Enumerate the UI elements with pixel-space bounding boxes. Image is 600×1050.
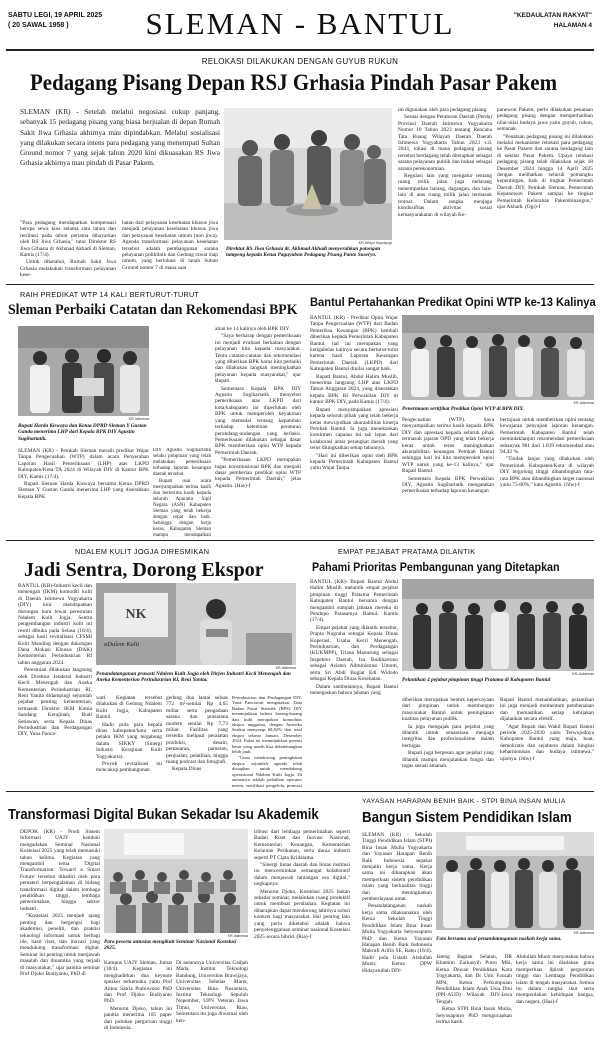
paragraph: bertujuan untuk memberikan opini tentang kewajaran penyajian laporan keuangan. Pemerintah Kabupaten Bantul telah menindaklanjuti rekomendasi pemeriksaan sebanyak 981 dari 1.039 rekomendasi atau 94,42 %.: [500, 417, 594, 456]
paragraph: Peresmian dilakukan langsung oleh Direktur Jenderal Industri Kecil Menengah dan Aneka Kementerian Perindustrian RI, Reni Yanita didampingi sejumlah pejabat penting kementerian, termasuk Direktur IKM Kimia Sandang Kerajinan, Budi Setiawan, serta Kepala Dinas Perindustrian dan Perdagangan DIY, Yuna Panca-: [18, 667, 92, 738]
article-photo: [18, 326, 149, 416]
paragraph: SLEMAN (KR) - Sekolah Tinggi Pendidikan Islam (STPI) Bina Insan Mulia Yogyakarta dan Yayasan Harapan Benih Baik Indonesia sepakat menjalin kerja sama. Kerja sama ini diharapkan akan memperkuat sistem pendidikan Islam yang berkualitas tinggi dan meningkatkan pemberdayaan umat.: [362, 832, 432, 903]
logo-monogram: NK: [125, 607, 147, 622]
paragraph: "Agar Bupati dan Wakil Bupati Bantul periode 2025-2030 yaitu Terwujudnya Kabupaten Bantul yang maju, kuat, demokratis dan sejahtera dalam bingkai keharmonisan dan budaya istimewa," ujarnya. (Jdw)-f: [500, 723, 594, 762]
article-column-1: [18, 583, 92, 789]
paragraph: Regulasi lain yang mengatur tentang ruang milik jalan juga melarang menempatkan barang, dagangan, dan lain-lain di atas ruang milik jalan termasuk trotoar. Dalam rangka menjaga kondusifitas aktivitas sosial kemasyarakatan di wilayah Ke-: [398, 173, 492, 218]
paragraph: DIY Agustin Sugihartatik selaku pimpinan yang telah melakukan pemeriksaan terhadap laporan keuangan daerah tersebut.: [153, 448, 211, 477]
photo-bpk-filler: [153, 326, 211, 444]
article-sleman-bpk: [0, 285, 305, 540]
article-ndalem-kulit: [0, 541, 305, 791]
ndalem-kulit-logo: [112, 607, 160, 623]
photo-caption: Penandatanganan prasasti Ndalem Kulit Jogja oleh Dirjen Industri Kecil Menengah dan Aneka Kementerian Perindustrian RI, Reni Yanita.: [96, 671, 291, 684]
article-pedagang-pisang: [0, 52, 600, 284]
photo-bantul-wtp: [402, 315, 594, 400]
article-column-1: [20, 829, 100, 1048]
article-column-3: [398, 107, 492, 282]
paragraph: Empat pejabat yang dilantik tersebut, Prapta Nugraha sebagai Kepala Dinas Koperasi, Usaha Kecil Menengah, Perindustrian, dan Perdagangan (KUKMPP), Triana Manurung sebagai Inspektur Daerah, Isa Budihartono sebagai Asisten Administrasi Umum, serta Sri Abdi Bugiat Edi Widodo sebagai Kepala Dinas Kesehatan.: [310, 624, 398, 683]
paragraph: Abdullah Munir menyatakan bahwa kerja sama ini diadakan guna memperluas ilpirah pergururan tinggi dan Lembaga Pendidikan islam di tengah masyarakat. Semua itu dalam rangka ikut serta memperdakan kehidupan bangsa, dan negara. (Has)-f: [516, 954, 594, 1005]
paragraph: Kampus UAJY Sleman, Jumat (18/4). Kegiatan ini menghadirkan dua keynote speaker terkemuka yaitu Prof Anton Satria Prabuwono PhD dan Prof Djoko Budiyanto PhD.: [104, 960, 172, 1005]
masthead-rule: [6, 49, 594, 51]
article-column-4: [166, 695, 228, 789]
paragraph: Bupati Bantul menambahkan, pelantikan ini juga menjadi momentum pembenahan dan memastikan setiap kebijakan dijalankan secara efektif.: [500, 697, 594, 723]
photo-pelantikan: [402, 579, 594, 671]
masthead-slogan: "KEDAULATAN RAKYAT": [513, 12, 592, 19]
paragraph: Proyek revitalisasi ini mencakup pembangunan: [96, 761, 162, 774]
paragraph: DEPOK (KR) - Prodi Sistem Informasi UAJY kembali mengadakan Seminar Nasional Kostelasi 2025 yang telah memasuki tahun kelima. Kegiatan yang mengambil tema 'Digital Transformation: Toward a Smart Future' tersebut dihadiri oleh para pemateri berpengalaman di bidang transformasi digital dalam lembaga pendidikan tinggi, lembaga pemerintahan, hingga sektor industri.: [20, 829, 100, 912]
paragraph: SLEMAN (KR) - Pemkab Sleman meraih predikat Wajar Tanpa Pengecualian (WTP) dalam acara Penyerahan Laporan Hasil Pemeriksaan (LHP) atas LKPD Kabupaten/Kota TA 2024 di Wilayah DIY di Kantor BPK DIY, Kamis (17/4).: [18, 448, 149, 480]
paragraph: Sesuai dengan Peraturan Daerah (Perda) Provinsi Daerah Istimewa Yogyakarta Nomor 10 Tahun 2023 tentang Rencana Tata Ruang Wilayah Daerah Daerah Istimewa Yogyakarta Tahun 2023 s.d. 2043, lokasi di mana pedagang pisang tersebut berdagang telah ditetapkan sebagai sarana pelayanan publik dan bukan sebagai sarana perekonomian.: [398, 114, 492, 172]
article-column-2: [402, 417, 494, 537]
article-headline: Bangun Sistem Pendidikan Islam: [362, 810, 572, 826]
paragraph: BANTUL (KR)-Industri kecil dan menengah (IKM) komoditi kulit di Daerah Istimewa Yogyakarta (DIY) kini mendapatkan dorongan baru lewat peresmian Ndalem Kulit Jogja. Sentra pengembangan industri kulit ini resmi dibuka pada Selasa (16/4), sebagai hasil revitalisasi CFSMI Kulit Manding dengan dukungan Dana Alokasi Khusus (DAK) Kementerian Perindustrian RI tahun anggaran 2024.: [18, 583, 92, 666]
article-bantul-wtp: [306, 285, 600, 540]
paragraph: Jateng Bagian Selatan, DR Khamim Zarkasyih Putro MSi, Ketua Dewan Pendidikan Kota Yogyakarta, dan Dr Umi Faozah MPd, Ketua Perkumpulan Pendidikan Islam Anak Usia Dini (PPI-AUD) Wilayah DIY-Jawa Tengah.: [436, 954, 512, 1005]
article-column-2: [122, 220, 218, 282]
paragraph: alian ke 14 kalinya oleh BPK DIY.: [215, 326, 290, 332]
paragraph: Bupati Bantul, Abdul Halim Muslih, menerima langsung LHP atas LKPD Tahun Anggaran 2024, yang diserahkan kepala BPK RI Perwakilan DIY di kantor BPK DIY, pada Kamis (17/4).: [310, 373, 398, 406]
paragraph: "Kostelasi 2025 menjadi ajang penting dan bergengsi bagi akademisi, peneliti, dan praktisi teknologi informasi untuk berbagi ide, hasil riset, dan inovasi yang mendukung transformasi digital. Seminar ini penting untuk menjawab masalah dan dinamika yang terjadi di masyarakat," ujar panitia seminar Prof Djoko Budiyanto, PhD di: [20, 913, 100, 977]
article-column-2: [104, 960, 172, 1048]
paragraph: Ia juga mengajak para pejabat yang dilantik untuk senantiasa menjaga integritas dan profesionalisme dalam bertugas.: [402, 723, 494, 749]
article-kicker: NDALEM KULIT JOGJA DIRESMIKAN: [75, 547, 210, 556]
paragraph: Bupati usai acara menyampaikan terima kasih dan berterima kasih kepada seluruh Aparatur Sipil Negara (ASN) Kabupaten Sleman yang telah bekerja dengan cepat dan baik. Sehingga dengan kerja keras, Kabupaten Sleman mampu mendapatkan: [153, 479, 211, 538]
paragraph: hatan dari pelayanan kesehatan khusus jiwa menjadi pelayanan kesehatan khusus jiwa dan pelayanan kesehatan umum (non jiwa). Agenda transformasi pelayanan kesehatan tersebut adalah pembangunan sarana pelayanan poliklinik dan Gedung rawat inap umum, yang berlokasi di tanah Sultan Ground nomor 7 di mana saat: [122, 220, 218, 271]
paragraph: "Tindak lanjut yang dilakukan oleh Pemerintah Kabupaten/Kota di wilayah DIY tergolong tinggi dibandingkan rata-rata BPK atau dibandingkan target nasional yaitu 75-80%," kata Agustin. (Jdw)-f: [500, 456, 594, 489]
photo-caption: Foto bersama usai penandatanganan naskah kerja sama.: [436, 936, 562, 942]
paragraph: Menurut Djoko, Kostelasi 2025 bukan sekadar seminar, melainkan ruang produktif untuk membuat perubahan. Kegiatan ini diharapkan dapat mendorong lahirnya solusi konkret bagi masyarakat. Hal penting lain yang perlu diketahui adalah bahwa penyelenggaraan seminar nasional Kostelasi 2025 secara hibrid. (Ria)-f: [254, 888, 350, 940]
article-kicker: YAYASAN HARAPAN BENIH BAIK - STPI BINA INSAN MULIA: [362, 798, 566, 805]
paragraph: wati. Kegiatan tersebut dilakukan di Gedung Ndalem Kulit Jogja, Kabupaten Bantul.: [96, 695, 162, 721]
photo-caption: Direktur RS Jiwa Grhasia dr. Akhmad Akhadi menyerahkan potongan tumpeng kepada Ketua Paguyuban Pedagang Pisang Panto Suseryo.: [226, 246, 381, 259]
photo-credit: KR-Istimewa: [227, 934, 248, 938]
article-column-3: [500, 417, 594, 537]
article-column-3: [500, 697, 594, 789]
article-pendidikan-islam: [356, 792, 600, 1050]
paragraph: "Penataan pedagang pisang ini dilakukan melalui mekanisme relokasi para pedagang ke Pasar Pakem dan sarana berdagang lain di sekitar Pasar Pakem. Upaya relokasi pedagang pisang telah dilakukan sejak 18 Desember 2024 hingga 14 April 2025 dengan melibatkan seluruh pemangku kepentingan, baik di tingkat Pemerintah Daerah DIY, Pemkab Sleman, Pemerintah Kepanewon Pakem sampai ke tingkat Pemerintah Kelurahan Pakembinangun," ujar Akhadi. (Ogi)-f: [497, 133, 593, 211]
paragraph: Hadir pula para kepala dinas kabupaten/kota serta pelaku IKM yang tergabung dalam SIKKY (Sinergi Industri Kerajinan Kulit Yogyakarta).: [96, 721, 162, 760]
article-headline: Jadi Sentra, Dorong Ekspor: [24, 559, 264, 581]
masthead-hijri: ( 20 SAWAL 1958 ): [8, 22, 69, 29]
paragraph: Perindustrian dan Perdagangan DIY, Yuna Pancawati mengatakan, Data Badan Pusat Statistik (BPS) DIY menunjukkan bahwa barang-barang dari kulit merupakan komoditas ekspor unggulan, dengan Amerika Serikat menyerap 68,82% dari total ekspor selama Januari, Desember 2024. Fakta ini menunjukkan potensi besar yang masih bisa dikembangkan lebih jauh.: [232, 695, 302, 755]
article-lead: [20, 107, 220, 215]
photo-seminar: [104, 829, 248, 933]
paragraph: Sementara Kepala BPK Perwakilan DIY, Agustin Sugihartatik mengatakan pemeriksaan terhadap laporan keuangan: [402, 475, 494, 495]
article-photo: [104, 829, 248, 933]
paragraph: Ketua STPI Bina Insan Mulia, Setyosaputro PhD mengucapkan terima kasih.: [436, 1006, 512, 1026]
article-column-1: [310, 315, 398, 537]
paragraph: diberikan merupakan bentuk kepercayaan dari pimpinan untuk membangun masyarakat Bantul untuk peningkatan kualitas pelayanan publik.: [402, 697, 494, 723]
article-kicker: RELOKASI DILAKUKAN DENGAN GUYUB RUKUN: [201, 57, 399, 66]
masthead-page: HALAMAN 4: [553, 22, 592, 29]
article-headline: Sleman Perbaiki Catatan dan Rekomendasi BPK: [8, 302, 298, 318]
article-headline: Pahami Prioritas Pembangunan yang Ditetapkan: [312, 560, 560, 574]
article-photo: [436, 832, 594, 930]
article-photo: [96, 583, 296, 665]
paragraph: Dalam sambutannya, Bupati Bantul menegaskan bahwa jabatan yang: [310, 683, 398, 696]
photo-credit: KR-Widyo Suprayogi: [358, 241, 392, 245]
article-photo: [224, 108, 392, 240]
paragraph: "Sinergi lintas daerah dan lintas institusi ini mencerminkan semangat kolaboratif dalam menjawab tantangan era digital," ungkapnya.: [254, 862, 350, 888]
paragraph: gedung dua lantai seluas 772 m²-senilai Rp 4,65 miliar serta pengadaan sarana dan prasarana modern senilai Rp 7,73 miliar. Fasilitas yang tersedia meliputi peralatan produksi, desain, pemasaran, pameran, penjualan, pelatihan, hingga ruang podcast dan fotografi.: [166, 695, 228, 766]
article-column-3: [176, 960, 248, 1048]
article-headline: Transformasi Digital Bukan Sekadar Isu Akademik: [8, 807, 319, 823]
paragraph: tribusi dari lembaga pemerintahan seperti Badan Riset dan Inovasi Nasional, Kementerian Keuangan, Kementerian Kelautan Perikanan, serta dunia industri seperti PT Cipta Kridatama.: [254, 829, 350, 861]
article-headline: Bantul Pertahankan Predikat Opini WTP ke-13 Kalinya: [310, 295, 596, 309]
photo-lhp-sleman: [18, 326, 149, 416]
masthead-title: SLEMAN - BANTUL: [145, 6, 455, 41]
photo-pedagang: [224, 108, 392, 240]
paragraph: panewon Pakem, perlu dilakukan penataan pedagang pisang dengan memperhatikan nilai-nilai budaya jawa yaitu guyub, rukun, semanak.: [497, 107, 593, 133]
article-column-1: [20, 220, 116, 282]
photo-credit: KR-Istimewa: [275, 666, 296, 670]
article-column-1: [362, 832, 432, 1048]
article-photo: [402, 579, 594, 671]
paragraph: BANTUL (KR)- Bupati Bantul Abdul Halim Muslih melantik empat pejabat pimpinan tinggi Pratama Pemerintah Kabupaten Bantul bersama dengan mengambil sumpah jabatan mereka di Pendopo Parasamya Bantul, Kamis (17/4).: [310, 579, 398, 624]
photo-kerja-sama: [436, 832, 594, 930]
paragraph: ini digunakan oleh para pedagang pisang.: [398, 107, 488, 113]
article-column-3: [516, 954, 594, 1048]
photo-caption: Bupati Harda Kiswaya dan Ketua DPRD Sleman Y Gustan Ganda menerima LHP dari Kepala BPK DIY Agustin Sugihartatik.: [18, 423, 147, 442]
article-column-3: [153, 448, 211, 538]
article-column-1: [18, 448, 149, 538]
paragraph: Kepala Dinas: [172, 766, 202, 773]
article-column-3: [96, 695, 162, 789]
paragraph: Bupati juga berpesan agar pejabat yang dilantik mampu menjalankan fungsi dan tugas sesuai amanah.: [402, 750, 494, 770]
article-transformasi-digital: [0, 792, 355, 1050]
article-column-2: [232, 695, 302, 789]
article-column-2: [436, 954, 512, 1048]
paragraph: Sementara Kepala BPK DIY Agustin Sugihartatik menyebut pemeriksaan atas LKPD dari kota/kabupaten ini diperlukan oleh BPK untuk memperoleh keyakinan yang memadai tentang kepatuhan terhadap ketentuan peraturan perundang-undangan yang berlaku. Pemeriksaan dilakukan sebagai dasar BPK memberikan opini WTP kepada Pemerintah Daerah.: [215, 385, 301, 456]
article-column-1: [310, 579, 398, 789]
photo-credit: KR-Judarwan: [572, 672, 594, 676]
article-column-4: [497, 107, 593, 282]
article-photo: [402, 315, 594, 400]
photo-ndalem-kulit: [96, 583, 296, 665]
photo-credit: KR-Istimewa: [573, 401, 594, 405]
masthead-date: SABTU LEGI, 19 APRIL 2025: [8, 12, 103, 19]
paragraph: Menurut Djoko, tahun ini panitia menerima 105 paper dari puluhan perguruan tinggi di Indonesia.: [104, 1005, 172, 1032]
paragraph: "Pemeriksaan LKPD merupakan tugas konstitusional BPK dan menjadi dasar pemberian predikat opini WTP kepada Pemerintah Daerah," jelas Agustin. (Has)-f: [215, 457, 301, 489]
paragraph: "Guna mendorong peningkatan ekspor, sejumlah agenda telah disiapkan untuk mendukung operasional Ndalem Kulit Jogja. Di antaranya adalah pelatihan operator mesin, sertifikasi pengelola, promosi: [232, 755, 302, 788]
article-pejabat-pratama: [306, 541, 600, 791]
ndalem-kulit-sign: aDalem Kulit: [104, 641, 140, 648]
paragraph: BANTUL (KR) - Predikat Opini Wajar Tanpa Pengecualian (WTP) dari Badan Pemeriksa Keuangan (BPK) kembali diberikan kepada Pemerintah Kabupaten Bantul, hal ini merupakan yang ketigabelas kalinya secara berturut-turut karena hasil Laporan Keuangan Pemerintah Daerah (LKPD) dari Kabupaten Bantul dinilai sangat baik.: [310, 315, 398, 373]
paragraph: Bupati menyampaikan apresiasi kepada seluruh pihak yang telah bekerja keras mewujudkan akuntabilitas kinerja Pemkab Bantul. Ia juga menekankan komitmen capaian ini tak lepas dari kolaborasi antar perangkat daerah yang terus ditingkatkan setiap tahunnya.: [310, 406, 398, 452]
article-kicker: EMPAT PEJABAT PRATAMA DILANTIK: [338, 547, 476, 556]
paragraph: "Saya berharap dengan pemeriksaan ini menjadi evaluasi berkaitan dengan pelayanan kita kepada masyarakat. Tentu catatan-catatan dan rekomendasi yang diberikan BPK harus kita perbaiki dan dilakukan langkah meningkatkan pelayanan kepada masyarakat," ujar Bupati.: [215, 333, 301, 385]
paragraph: Bupati Sleman Harda Kiswaya bersama Ketua DPRD Sleman Y Gustan Ganda menerima LHP yang diserahkan Kepala BPK: [18, 481, 149, 500]
photo-credit: KR-Istimewa: [573, 931, 594, 935]
article-headline: Pedagang Pisang Depan RSJ Grhasia Pindah Pasar Pakem: [30, 70, 558, 95]
masthead: [0, 0, 600, 54]
paragraph: Di antaranya Universitas Gadjah Mada, Institut Teknologi Bandung, Universitas Brawijaya, Universitas Sebelas Maret, Universitas Bina Nusantara, Institut Teknologi Sepuluh Nopember, UPN Veteran Jawa Timur, Universitas Riau, Sementara itu juga diwarnai oleh ken-: [176, 960, 248, 1024]
paragraph: "Hari ini diberikan opini oleh BPK kepada Pemerintah Kabupaten Bantul yaitu Wajar Tanpa: [310, 452, 398, 472]
paragraph: "Para pedagang mendapatkan kompensasi berupa sewa kios selama satu tahun dan retribusi pada tahun pertama dibayarkan oleh RS Jiwa Grhasia," tutur Direktur RS Jiwa Grhasia dr Akhmad Akhadi di Sleman, Kamis (17/4).: [20, 220, 116, 259]
article-column-2: [215, 326, 301, 538]
article-kicker: RAIH PREDIKAT WTP 14 KALI BERTURUT-TURUT: [20, 290, 200, 299]
photo-caption: Para peserta antusias mengikuti Seminar Nasional Kostelasi 2025.: [104, 939, 237, 952]
article-column-2: [402, 697, 494, 789]
paragraph: Pengecualian (WTP). Saya menyampaikan terima kasih kepada BPK DIY dan apresiasi kepada seluruh pihak termasuk jajaran OPD yang telah bekerja keras untuk terus meningkatkan akuntabilitas keuangan Pemkab Bantul sehingga hari ini kita memperoleh opini WTP untuk yang ke-13 kalinya," ujar Bupati Bantul.: [402, 417, 494, 475]
photo-caption: Pelantikan 4 pejabat pimpinan tinggi Pratama di Kabupaten Bantul: [402, 677, 551, 683]
photo-credit: KR-Istimewa: [128, 417, 149, 421]
paragraph: SLEMAN (KR) - Setelah melalui negosiasi cukup panjang, sebanyak 15 pedagang pisang yang biasa berjualan di depan Rumah Sakit Jiwa Grhasia akhirnya mau dipindahkan. Melalui sosialisasi yang dilakukan secara intens para pedagang yang menempati Sultan Ground nomor 7 yang sejak tahun 2020 kini dikuasakan RS Jiwa Grhasia akhirnya mau pindah di Pasar Pakem.: [20, 107, 220, 168]
photo-caption: Penerimaan sertifikat Predikat Opini WTP di BPK DIY.: [402, 406, 524, 412]
article-column-4: [254, 829, 350, 1048]
paragraph: Penandatanganan naskah kerja sama dilaksanakan oleh Ketua Sekolah Tinggi Pendidikan Islam Bina Insan Mulia Yogyakarta Setyosaputro PhD dan Ketua Yayasan Harapan Benih Baik Indonesia Makrufi Arifin SE, Rabu (16/4). Hadir pula Ustadz Abdullah Munir, Ketua DPW Hidayatullah DIY-: [362, 903, 432, 974]
paragraph: Untuk diketahui, Rumah Sakit Jiwa Grhasia melakukan transformasi pelayanan kese-: [20, 259, 116, 279]
